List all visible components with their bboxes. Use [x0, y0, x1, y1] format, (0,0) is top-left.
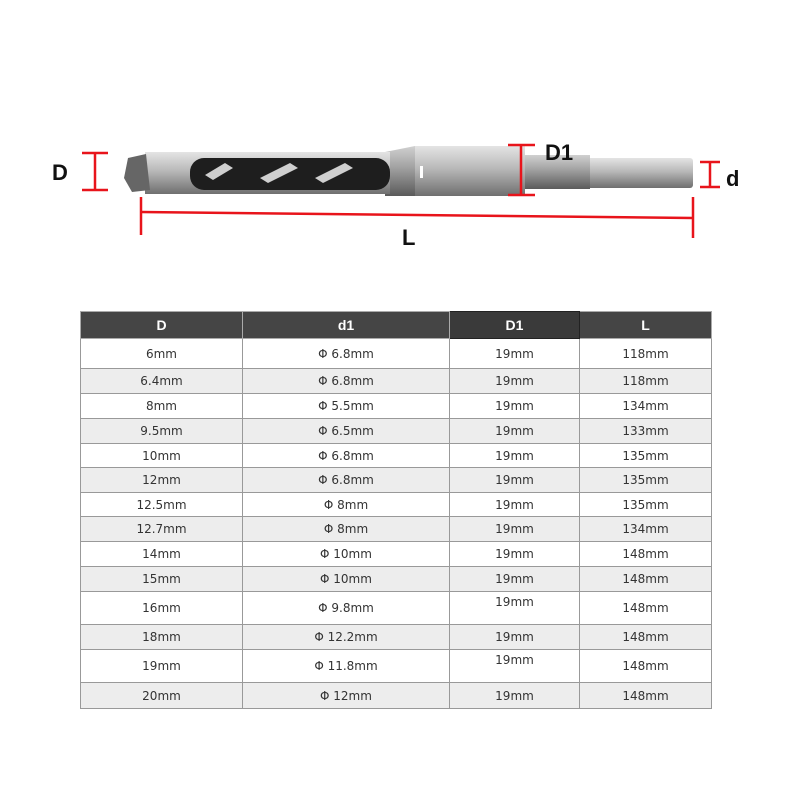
table-row	[81, 683, 712, 709]
cell-d: 16mm	[81, 592, 243, 625]
header-L: L	[580, 312, 712, 339]
cell-d1: Φ 6.5mm	[243, 419, 450, 444]
cell-D1: 19mm	[450, 444, 580, 468]
dimension-label-D: D	[52, 160, 68, 185]
dimension-label-D1: D1	[545, 140, 574, 165]
cell-d1: Φ 8mm	[243, 517, 450, 542]
cell-d1: Φ 8mm	[243, 493, 450, 517]
cell-d1: Φ 12mm	[243, 683, 450, 709]
drill-bit-diagram	[0, 0, 800, 280]
cell-D1: 19mm	[450, 493, 580, 517]
cell-d: 8mm	[81, 394, 243, 419]
table-row	[81, 493, 712, 517]
cell-l: 148mm	[580, 625, 712, 650]
cell-l: 135mm	[580, 493, 712, 517]
table-row	[81, 592, 712, 625]
cell-d1: Φ 6.8mm	[243, 339, 450, 369]
cell-d1: Φ 10mm	[243, 542, 450, 567]
cell-d: 18mm	[81, 625, 243, 650]
cell-d: 10mm	[81, 444, 243, 468]
cell-d: 12.7mm	[81, 517, 243, 542]
cell-l: 118mm	[580, 369, 712, 394]
table-row	[81, 419, 712, 444]
cell-D1: 19mm	[450, 394, 580, 419]
cell-d1: Φ 6.8mm	[243, 369, 450, 394]
cell-d: 12.5mm	[81, 493, 243, 517]
cell-D1: 19mm	[450, 683, 580, 709]
cell-D1: 19mm	[450, 419, 580, 444]
cell-l: 148mm	[580, 650, 712, 683]
spec-table	[80, 311, 712, 709]
cell-l: 148mm	[580, 542, 712, 567]
cell-D1: 19mm	[450, 592, 580, 625]
cell-d: 6mm	[81, 339, 243, 369]
table-row	[81, 517, 712, 542]
cell-D1: 19mm	[450, 625, 580, 650]
cell-D1: 19mm	[450, 468, 580, 493]
cell-D1: 19mm	[450, 369, 580, 394]
cell-d1: Φ 9.8mm	[243, 592, 450, 625]
drill-bit-image	[124, 146, 693, 196]
cell-d1: Φ 12.2mm	[243, 625, 450, 650]
cell-D1: 19mm	[450, 517, 580, 542]
cell-l: 134mm	[580, 517, 712, 542]
cell-d1: Φ 5.5mm	[243, 394, 450, 419]
dimension-label-d: d	[726, 166, 740, 191]
cell-d1: Φ 6.8mm	[243, 444, 450, 468]
header-D: D	[81, 312, 243, 339]
table-row	[81, 444, 712, 468]
table-row	[81, 567, 712, 592]
cell-l: 135mm	[580, 468, 712, 493]
cell-d: 19mm	[81, 650, 243, 683]
cell-d1: Φ 11.8mm	[243, 650, 450, 683]
table-row	[81, 650, 712, 683]
table-row	[81, 394, 712, 419]
cell-d: 9.5mm	[81, 419, 243, 444]
dimension-label-L: L	[402, 225, 416, 250]
cell-D1: 19mm	[450, 542, 580, 567]
cell-l: 135mm	[580, 444, 712, 468]
header-d1: d1	[243, 312, 450, 339]
cell-l: 133mm	[580, 419, 712, 444]
cell-d1: Φ 10mm	[243, 567, 450, 592]
table-row	[81, 542, 712, 567]
cell-l: 148mm	[580, 567, 712, 592]
cell-d1: Φ 6.8mm	[243, 468, 450, 493]
cell-l: 118mm	[580, 339, 712, 369]
table-row	[81, 369, 712, 394]
cell-d: 20mm	[81, 683, 243, 709]
cell-D1: 19mm	[450, 650, 580, 683]
table-row	[81, 625, 712, 650]
table-header-row	[81, 312, 712, 339]
cell-l: 148mm	[580, 592, 712, 625]
cell-d: 12mm	[81, 468, 243, 493]
cell-l: 134mm	[580, 394, 712, 419]
cell-D1: 19mm	[450, 567, 580, 592]
table-row	[81, 468, 712, 493]
cell-d: 14mm	[81, 542, 243, 567]
cell-l: 148mm	[580, 683, 712, 709]
table-row	[81, 339, 712, 369]
cell-d: 15mm	[81, 567, 243, 592]
header-D1: D1	[450, 312, 580, 339]
cell-d: 6.4mm	[81, 369, 243, 394]
cell-D1: 19mm	[450, 339, 580, 369]
